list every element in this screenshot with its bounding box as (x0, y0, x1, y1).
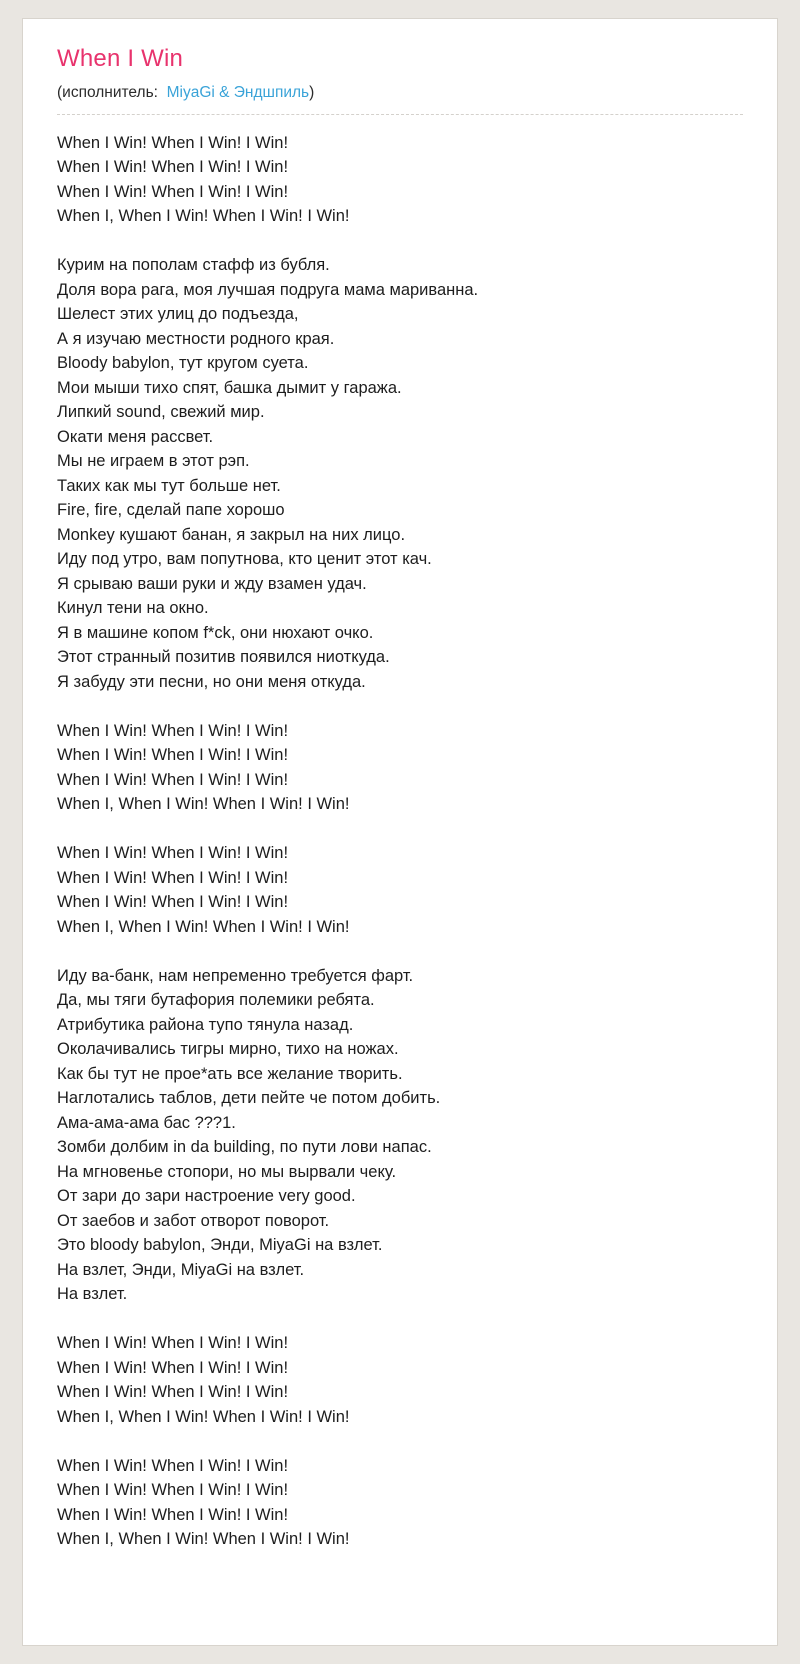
lyrics-line: Кинул тени на окно. (57, 599, 209, 618)
lyrics-line: When I Win! When I Win! I Win! (57, 770, 289, 789)
lyrics-line: When I Win! When I Win! I Win! (57, 868, 289, 887)
artist-link[interactable]: MiyaGi & Эндшпиль (166, 83, 310, 101)
lyrics-stanza (57, 964, 743, 1307)
lyrics-line: Околачивались тигры мирно, тихо на ножах. (57, 1040, 399, 1059)
lyrics-line: When I, When I Win! When I Win! I Win! (57, 795, 350, 814)
lyrics-line: When I Win! When I Win! I Win! (57, 746, 289, 765)
lyrics-line: Мы не играем в этот рэп. (57, 452, 250, 471)
lyrics-line: Я в машине копом f*ck, они нюхают очко. (57, 623, 374, 642)
lyrics-line: When I Win! When I Win! I Win! (57, 721, 289, 740)
lyrics-line: На мгновенье стопори, но мы вырвали чеку. (57, 1162, 397, 1181)
lyrics-line: От заебов и забот отворот поворот. (57, 1211, 330, 1230)
artist-label-open: (исполнитель: (57, 83, 158, 101)
lyrics-line: Да, мы тяги бутафория полемики ребята. (57, 991, 375, 1010)
lyrics-stanza (57, 719, 743, 817)
lyrics-line: When I Win! When I Win! I Win! (57, 1456, 289, 1475)
lyrics-stanza (57, 841, 743, 939)
lyrics-line: Окати меня рассвет. (57, 427, 214, 446)
lyrics-stanza (57, 131, 743, 229)
lyrics-line: Липкий sound, свежий мир. (57, 403, 265, 422)
lyrics-line: When I Win! When I Win! I Win! (57, 182, 289, 201)
lyrics-line: Мои мыши тихо спят, башка дымит у гаража. (57, 378, 402, 397)
lyrics-line: Это bloody babylon, Энди, MiyaGi на взлет. (57, 1236, 383, 1255)
lyrics-line: When I Win! When I Win! I Win! (57, 1334, 289, 1353)
lyrics-line: When I Win! When I Win! I Win! (57, 893, 289, 912)
lyrics-line: Таких как мы тут больше нет. (57, 476, 281, 495)
lyrics-line: When I, When I Win! When I Win! I Win! (57, 207, 350, 226)
lyrics-stanza (57, 1331, 743, 1429)
lyrics-sheet (22, 18, 778, 1646)
lyrics-stanza (57, 253, 743, 694)
lyrics-line: When I Win! When I Win! I Win! (57, 1383, 289, 1402)
lyrics-line: На взлет, Энди, MiyaGi на взлет. (57, 1260, 305, 1279)
lyrics-line: Bloody babylon, тут кругом суета. (57, 354, 309, 373)
lyrics-line: Атрибутика района тупо тянула назад. (57, 1015, 354, 1034)
lyrics-line: Этот странный позитив появился ниоткуда. (57, 648, 390, 667)
lyrics-line: Наглотались таблов, дети пейте че потом добить. (57, 1089, 441, 1108)
lyrics-line: Шелест этих улиц до подъезда, (57, 305, 299, 324)
lyrics-line: When I Win! When I Win! I Win! (57, 1481, 289, 1500)
lyrics-body (57, 131, 743, 1552)
lyrics-line: Ама-ама-ама бас ???1. (57, 1113, 236, 1132)
lyrics-line: Я забуду эти песни, но они меня откуда. (57, 672, 366, 691)
lyrics-line: When I Win! When I Win! I Win! (57, 1358, 289, 1377)
lyrics-line: When I Win! When I Win! I Win! (57, 1505, 289, 1524)
page-title: When I Win (57, 45, 184, 72)
lyrics-line: Иду ва-банк, нам непременно требуется фарт. (57, 966, 414, 985)
lyrics-line: Monkey кушают банан, я закрыл на них лицо. (57, 525, 406, 544)
lyrics-line: Как бы тут не прое*ать все желание творить. (57, 1064, 403, 1083)
lyrics-line: От зари до зари настроение very good. (57, 1187, 356, 1206)
lyrics-line: Курим на пополам стафф из бубля. (57, 256, 330, 275)
lyrics-line: Зомби долбим in da building, по пути лови напас. (57, 1138, 432, 1157)
lyrics-line: А я изучаю местности родного края. (57, 329, 335, 348)
lyrics-line: When I Win! When I Win! I Win! (57, 133, 289, 152)
lyrics-line: Я срываю ваши руки и жду взамен удач. (57, 574, 367, 593)
lyrics-line: На взлет. (57, 1285, 128, 1304)
lyrics-line: When I Win! When I Win! I Win! (57, 158, 289, 177)
lyrics-line: When I, When I Win! When I Win! I Win! (57, 1530, 350, 1549)
lyrics-line: Fire, fire, сделай папе хорошо (57, 501, 285, 520)
lyrics-line: When I, When I Win! When I Win! I Win! (57, 917, 350, 936)
artist-label-close: ) (309, 83, 315, 101)
lyrics-line: Иду под утро, вам попутнова, кто ценит этот кач. (57, 550, 432, 569)
lyrics-line: When I Win! When I Win! I Win! (57, 844, 289, 863)
lyrics-line: When I, When I Win! When I Win! I Win! (57, 1407, 350, 1426)
lyrics-line: Доля вора рага, моя лучшая подруга мама мариванна. (57, 280, 479, 299)
artist-line (57, 84, 743, 115)
lyrics-stanza (57, 1454, 743, 1552)
